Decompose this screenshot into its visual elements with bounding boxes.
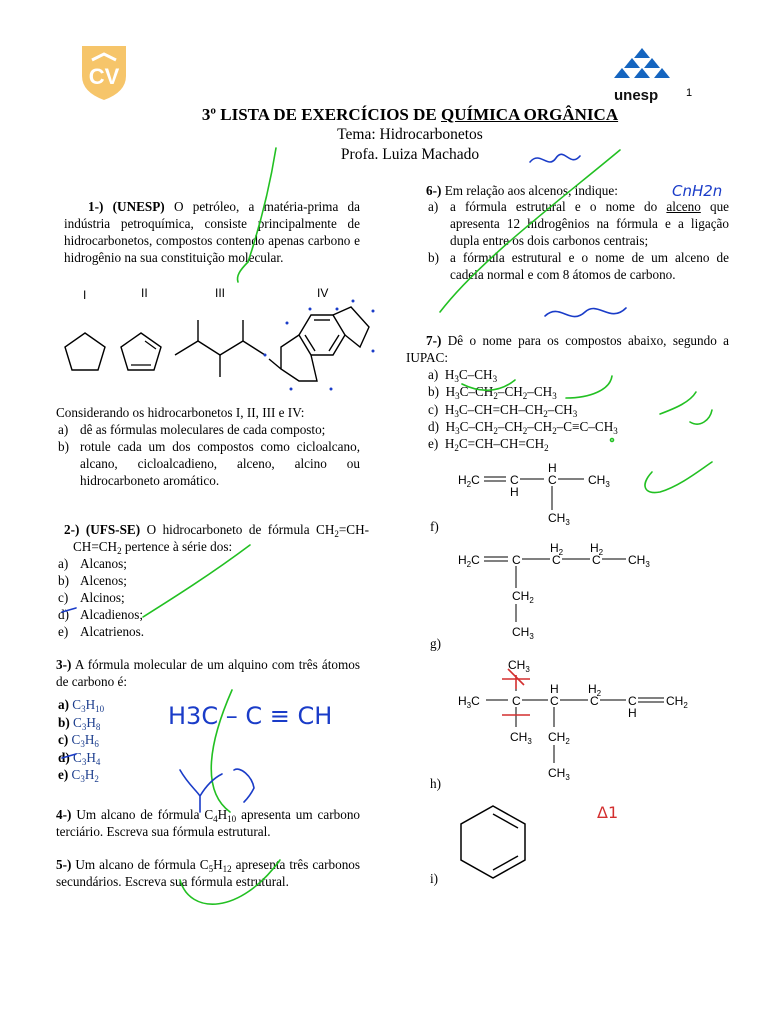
teacher-line: Profa. Luiza Machado	[340, 146, 480, 163]
svg-text:H2: $H_2$	[590, 541, 604, 557]
svg-text:C: C	[550, 694, 559, 708]
list-item: e) $C_3H_2$	[58, 767, 99, 784]
list-item: b) a fórmula estrutural e o nome de um alceno de cadeia normal e com 8 átomos de carbono.	[428, 250, 729, 282]
list-item: c) $H_3C-CH=CH-CH_2-CH_3$	[428, 401, 578, 419]
svg-text:C: C	[590, 694, 599, 708]
list-item: e) $H_2C=CH-CH=CH_2$	[428, 436, 549, 454]
structure-f	[452, 460, 652, 530]
list-item: a) $H_3C-CH_3$	[428, 367, 498, 384]
green-check-4	[211, 690, 232, 812]
cv-logo	[78, 42, 130, 102]
question-2: 2-) (UFS-SE) O hidrocarboneto de fórmula $CH_2=CH-CH=CH_2$ pertence à série dos:	[64, 522, 370, 556]
list-item: c) Alcinos;	[58, 590, 125, 605]
label-g: g)	[430, 636, 441, 651]
label-I: I	[83, 288, 87, 302]
svg-text:H2C: $H_2C$	[458, 553, 480, 569]
svg-text:H2C: $H_2C$	[458, 473, 480, 489]
list-item: d) $C_3H_4$	[58, 749, 101, 767]
structure-i-cyclohexadiene	[455, 800, 535, 890]
label-i: i)	[430, 871, 439, 886]
hydrocarbon-structures-figure	[55, 285, 375, 400]
svg-text:C: C	[510, 473, 519, 487]
svg-text:C: C	[552, 553, 561, 567]
list-item: d) Alcadienos;	[58, 607, 143, 622]
question-3-options	[58, 696, 178, 784]
question-6-items	[428, 198, 729, 283]
dimethylbutane	[175, 320, 265, 377]
question-6-intro: 6-) Em relação aos alcenos, indique:	[426, 183, 618, 198]
question-7-simple-list	[428, 366, 728, 452]
green-check-9	[645, 462, 712, 493]
svg-text:CH3: $CH_3$	[588, 473, 610, 489]
handwritten-formula: CnH2n	[672, 182, 723, 200]
unesp-logo	[612, 46, 672, 102]
handwritten-note: Δ1	[597, 803, 619, 822]
svg-text:CH2: $CH_2$	[512, 589, 534, 605]
structure-g	[452, 540, 692, 640]
question-3: 3-) A fórmula molecular de um alquino com três átomos de carbono é:	[56, 657, 360, 689]
cyclopentane	[65, 333, 105, 370]
list-item: b) Alcenos;	[58, 573, 127, 588]
list-item: e) Alcatrienos.	[58, 624, 145, 639]
blue-curve-sketch	[234, 769, 254, 802]
svg-text:C: C	[592, 553, 601, 567]
question-4: 4-) Um alcano de fórmula $C_4H_{10}$ apresenta um carbono terciário. Escreva sua fórmula estrutural.	[56, 807, 361, 839]
svg-text:CH3: $CH_3$	[628, 553, 650, 569]
svg-text:CH3: $CH_3$	[508, 658, 530, 674]
svg-text:CH2: $CH_2$	[548, 730, 570, 746]
svg-text:H2: $H_2$	[588, 682, 602, 698]
svg-text:C: C	[512, 694, 521, 708]
list-item: b) $C_3H_8$	[58, 714, 101, 732]
unesp-logo-text: unesp	[614, 87, 659, 104]
question-1: 1-) (UNESP) O petróleo, a matéria-prima da indústria petroquímica, consiste principalmente de hidrocarbonetos, compostos contendo apenas carbono e hidrogênio na sua constituição molecular.	[64, 199, 361, 265]
cv-logo-text: CV	[88, 64, 120, 89]
list-item: d) $H_3C-CH_2-CH_2-CH_2-C\equiv C-CH_3$	[428, 418, 618, 436]
svg-text:C: C	[548, 473, 557, 487]
svg-text:CH3: $CH_3$	[548, 766, 570, 782]
svg-text:CH2: $CH_2$	[666, 694, 688, 710]
question-1-items	[58, 421, 360, 489]
list-item: a) $C_3H_{10}$	[58, 697, 105, 714]
svg-text:CH3: $CH_3$	[510, 730, 532, 746]
svg-text:CH3: $CH_3$	[512, 625, 534, 640]
label-II: II	[141, 286, 148, 300]
svg-text:H: H	[510, 485, 519, 499]
label-h: h)	[430, 776, 441, 791]
label-f: f)	[430, 519, 439, 534]
page-title: 3º LISTA DE EXERCÍCIOS DE QUÍMICA ORGÂNICA	[201, 105, 619, 124]
list-item: c) $C_3H_6$	[58, 732, 99, 749]
page-number: 1	[686, 87, 693, 99]
svg-text:C: C	[628, 694, 637, 708]
question-1-intro: Considerando os hidrocarbonetos I, II, III e IV:	[56, 405, 305, 420]
list-item: b) $H_3C-CH_2-CH_2-CH_3$	[428, 384, 557, 402]
svg-text:H: H	[550, 682, 559, 696]
list-item: a) a fórmula estrutural e o nome do alceno que apresenta 12 hidrogênios na fórmula e a ligação dupla entre os dois carbonos centrais;	[428, 199, 730, 248]
label-III: III	[215, 286, 226, 300]
handwritten-alkyne: H3C – C ≡ CH	[168, 702, 333, 730]
unesp-mark-icon	[612, 46, 672, 86]
label-IV: IV	[317, 286, 329, 300]
question-5: 5-) Um alcano de fórmula $C_5H_{12}$ apresenta três carbonos secundários. Escreva sua fórmula estrutural.	[56, 857, 361, 889]
list-item: a) Alcanos;	[58, 556, 127, 571]
structure-h	[452, 655, 702, 785]
question-2-options	[58, 555, 358, 640]
svg-text:H: H	[548, 461, 557, 475]
svg-text:H3C: $H_3C$	[458, 694, 480, 710]
svg-text:CH3: $CH_3$	[548, 511, 570, 527]
question-7-intro: 7-) Dê o nome para os compostos abaixo, segundo a IUPAC:	[406, 333, 730, 365]
list-item: a) dê as fórmulas moleculares de cada composto;	[58, 422, 326, 437]
svg-text:H2: $H_2$	[550, 541, 564, 557]
tricyclic-aromatic	[269, 307, 369, 381]
blue-scribble-2	[545, 308, 626, 317]
svg-text:H: H	[628, 706, 637, 720]
theme-line: Tema: Hidrocarbonetos	[337, 126, 483, 143]
svg-text:C: C	[512, 553, 521, 567]
list-item: b) rotule cada um dos compostos como cicloalcano, alcano, cicloalcadieno, alceno, alcino ou hidrocarboneto aromático.	[58, 439, 360, 488]
